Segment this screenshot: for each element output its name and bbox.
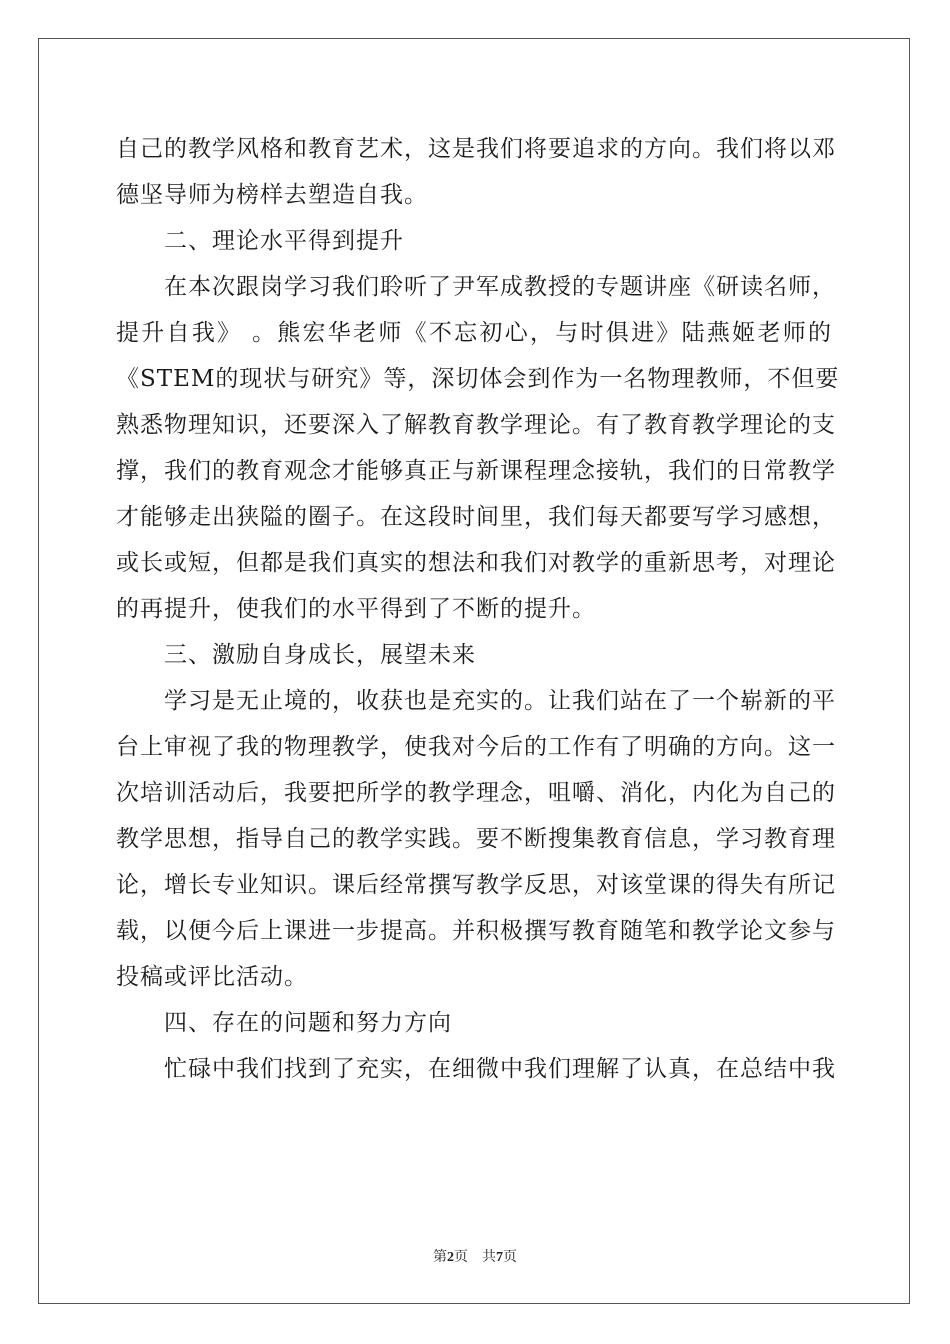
paragraph-line: 的再提升，使我们的水平得到了不断的提升。 <box>116 596 596 622</box>
footer-suffix: 页 <box>503 1250 517 1265</box>
paragraph-line: 投稿或评比活动。 <box>116 964 308 990</box>
paragraph-line: 撑，我们的教育观念才能够真正与新课程理念接轨，我们的日常教学 <box>116 458 836 484</box>
paragraph-line: 《STEM的现状与研究》等，深切体会到作为一名物理教师，不但要 <box>116 366 840 392</box>
paragraph-line: 载，以便今后上课进一步提高。并积极撰写教育随笔和教学论文参与 <box>116 918 836 944</box>
paragraph-line: 论，增长专业知识。课后经常撰写教学反思，对该堂课的得失有所记 <box>116 872 836 898</box>
paragraph-line: 德坚导师为榜样去塑造自我。 <box>116 182 428 208</box>
paragraph-line: 熟悉物理知识，还要深入了解教育教学理论。有了教育教学理论的支 <box>116 412 836 438</box>
section-heading: 二、理论水平得到提升 <box>164 228 404 254</box>
total-page-number: 7 <box>496 1250 503 1265</box>
footer-prefix: 第 <box>433 1250 447 1265</box>
current-page-number: 2 <box>447 1250 454 1265</box>
page-footer <box>0 1246 950 1266</box>
paragraph-line: 提升自我》 。熊宏华老师《不忘初心，与时俱进》陆燕姬老师的 <box>116 320 832 346</box>
paragraph-line: 次培训活动后，我要把所学的教学理念，咀嚼、消化，内化为自己的 <box>116 780 836 806</box>
paragraph-line: 台上审视了我的物理教学，使我对今后的工作有了明确的方向。这一 <box>116 734 836 760</box>
section-heading: 四、存在的问题和努力方向 <box>164 1010 452 1036</box>
paragraph-line: 或长或短，但都是我们真实的想法和我们对教学的重新思考，对理论 <box>116 550 836 576</box>
section-heading: 三、激励自身成长，展望未来 <box>164 642 476 668</box>
paragraph-line: 自己的教学风格和教育艺术，这是我们将要追求的方向。我们将以邓 <box>116 136 836 162</box>
paragraph-line: 教学思想，指导自己的教学实践。要不断搜集教育信息，学习教育理 <box>116 826 836 852</box>
paragraph-line: 在本次跟岗学习我们聆听了尹军成教授的专题讲座《研读名师， <box>164 274 836 300</box>
paragraph-line: 忙碌中我们找到了充实，在细微中我们理解了认真，在总结中我 <box>164 1056 836 1082</box>
paragraph-line: 学习是无止境的，收获也是充实的。让我们站在了一个崭新的平 <box>164 688 836 714</box>
document-body <box>116 126 840 1092</box>
footer-mid: 页 共 <box>454 1250 496 1265</box>
paragraph-line: 才能够走出狭隘的圈子。在这段时间里，我们每天都要写学习感想， <box>116 504 836 530</box>
